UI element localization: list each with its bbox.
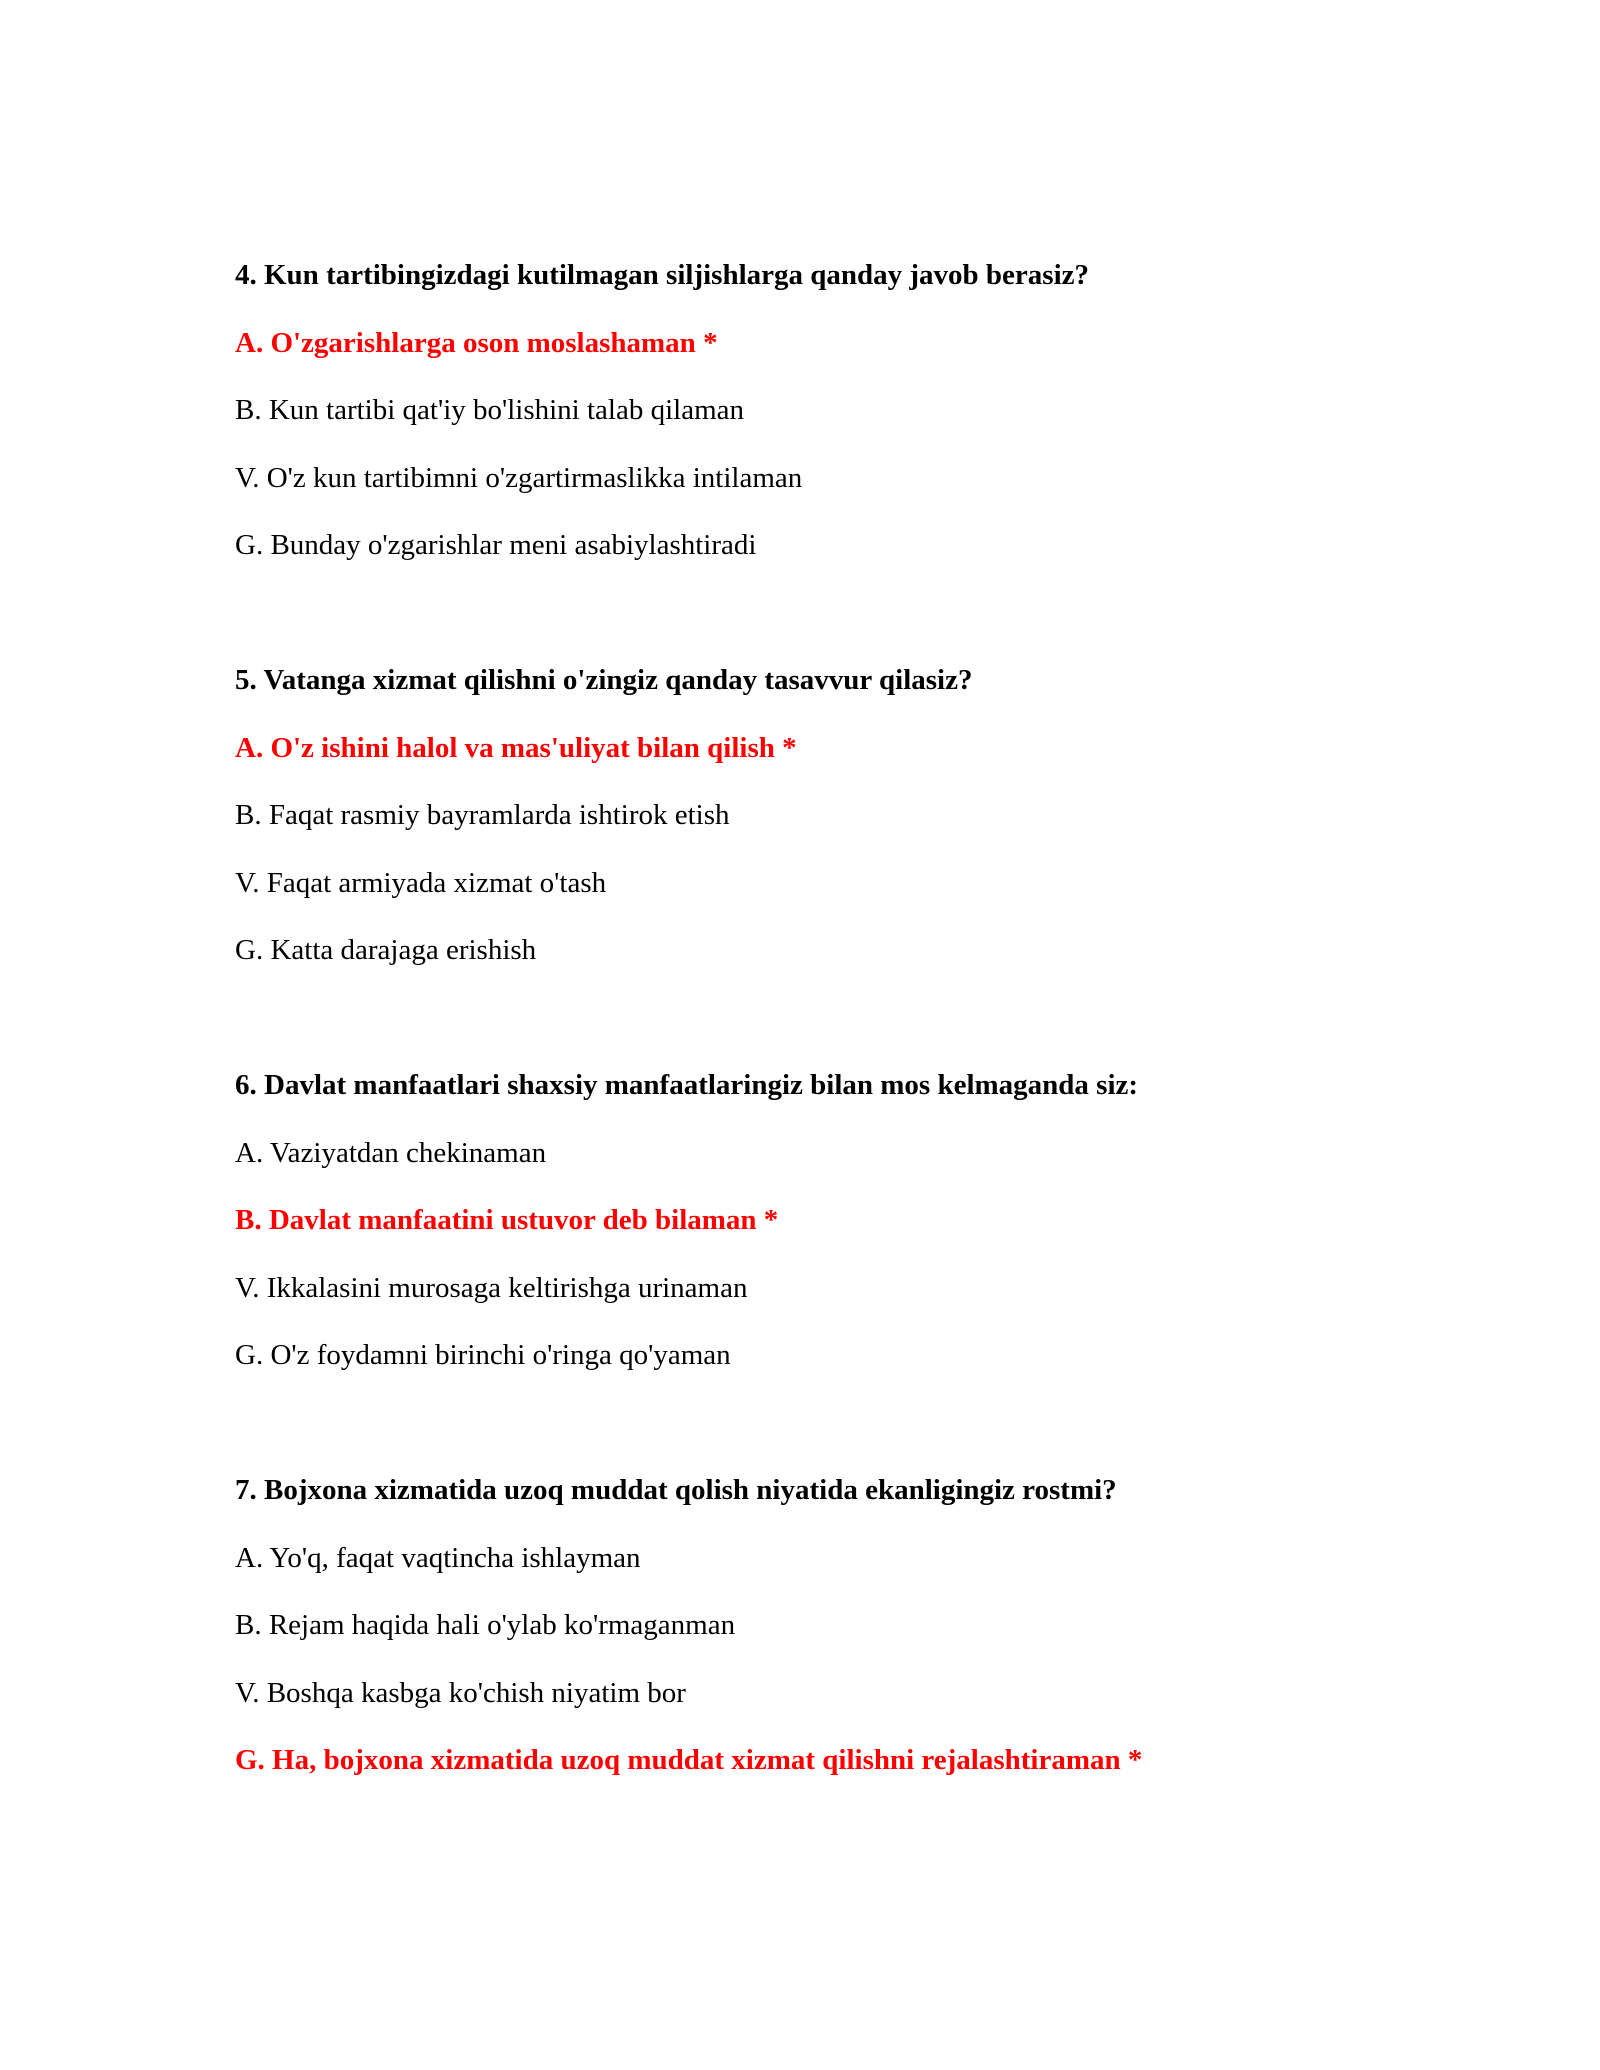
question-title: 6. Davlat manfaatlari shaxsiy manfaatlaringiz bilan mos kelmaganda siz: xyxy=(235,1069,1139,1101)
option-a: A. Yo'q, faqat vaqtincha ishlayman xyxy=(235,1541,641,1574)
question-4 xyxy=(235,257,1435,595)
question-title: 4. Kun tartibingizdagi kutilmagan siljishlarga qanday javob berasiz? xyxy=(235,259,1090,291)
option-b: B. Faqat rasmiy bayramlarda ishtirok etish xyxy=(235,799,730,831)
question-7 xyxy=(235,1472,1435,1810)
option-v: V. Faqat armiyada xizmat o'tash xyxy=(235,866,607,899)
option-v: V. Boshqa kasbga ko'chish niyatim bor xyxy=(235,1676,686,1709)
option-g-correct: G. Ha, bojxona xizmatida uzoq muddat xizmat qilishni rejalashtiraman * xyxy=(235,1744,1143,1776)
option-g: G. Katta darajaga erishish xyxy=(235,934,537,966)
option-b-correct: B. Davlat manfaatini ustuvor deb bilaman * xyxy=(235,1204,779,1236)
option-b: B. Rejam haqida hali o'ylab ko'rmaganman xyxy=(235,1609,736,1641)
option-a-correct: A. O'zgarishlarga oson moslashaman * xyxy=(235,326,718,359)
option-v: V. O'z kun tartibimni o'zgartirmaslikka intilaman xyxy=(235,461,803,494)
option-a-correct: A. O'z ishini halol va mas'uliyat bilan qilish * xyxy=(235,731,797,764)
option-g: G. Bunday o'zgarishlar meni asabiylashtiradi xyxy=(235,529,757,561)
question-title: 5. Vatanga xizmat qilishni o'zingiz qanday tasavvur qilasiz? xyxy=(235,664,973,696)
option-b: B. Kun tartibi qat'iy bo'lishini talab qilaman xyxy=(235,394,745,426)
question-5 xyxy=(235,662,1435,1000)
question-title: 7. Bojxona xizmatida uzoq muddat qolish niyatida ekanligingiz rostmi? xyxy=(235,1474,1117,1506)
option-g: G. O'z foydamni birinchi o'ringa qo'yaman xyxy=(235,1339,731,1371)
option-v: V. Ikkalasini murosaga keltirishga urinaman xyxy=(235,1271,748,1304)
question-6 xyxy=(235,1067,1435,1405)
option-a: A. Vaziyatdan chekinaman xyxy=(235,1136,547,1169)
